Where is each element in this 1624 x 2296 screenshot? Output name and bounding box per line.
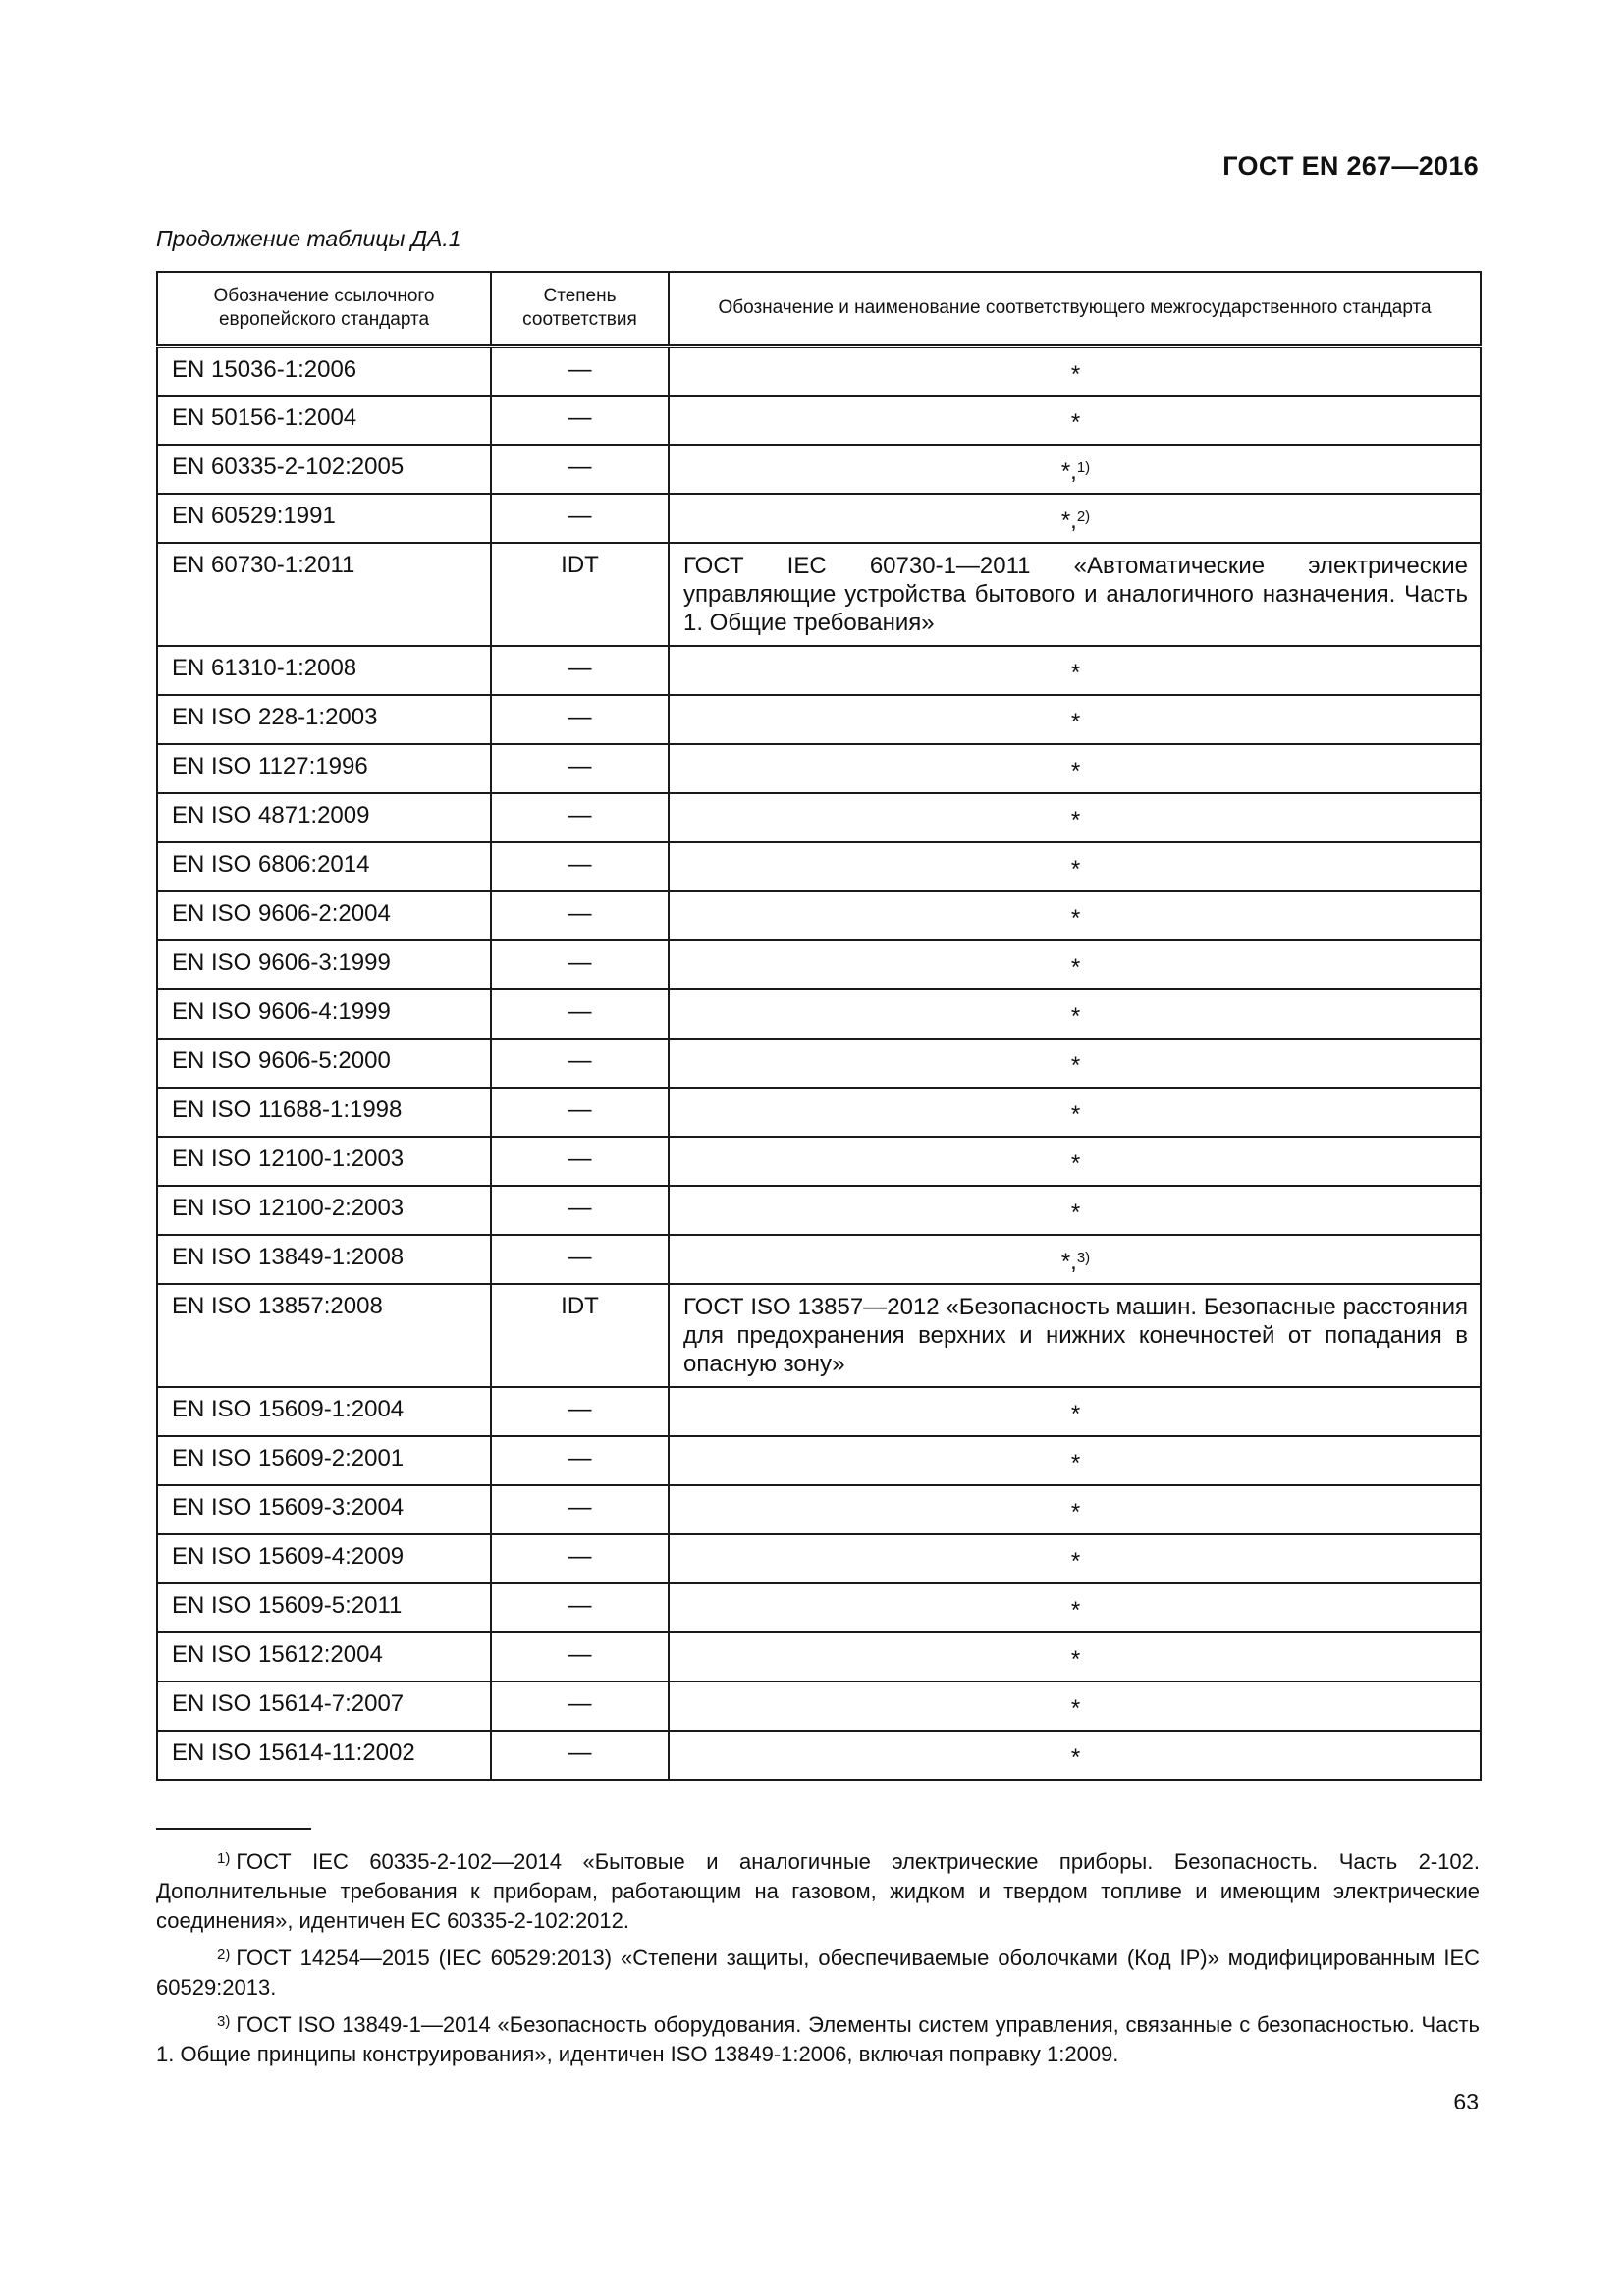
table-row: [157, 494, 1481, 543]
footnote-item: [156, 1944, 1480, 2002]
cell-standard: EN ISO 228-1:2003: [157, 695, 491, 744]
cell-standard: EN ISO 4871:2009: [157, 793, 491, 842]
reference-mark: *: [1070, 1743, 1081, 1771]
cell-degree: —: [491, 1088, 669, 1137]
cell-degree: —: [491, 1387, 669, 1436]
cell-reference: [669, 1039, 1481, 1088]
cell-reference: [669, 1632, 1481, 1682]
cell-reference: [669, 1186, 1481, 1235]
cell-standard: EN ISO 15614-7:2007: [157, 1682, 491, 1731]
table-row: [157, 744, 1481, 793]
table-row: [157, 1632, 1481, 1682]
table-row: [157, 347, 1481, 396]
cell-degree: —: [491, 1235, 669, 1284]
table-row: [157, 891, 1481, 940]
cell-standard: EN 60730-1:2011: [157, 543, 491, 646]
reference-mark: *: [1070, 659, 1081, 686]
cell-degree: —: [491, 646, 669, 695]
cell-reference: [669, 347, 1481, 396]
table-row: [157, 445, 1481, 494]
footnote-mark: 1): [217, 1850, 231, 1867]
table-caption: Продолжение таблицы ДА.1: [156, 226, 461, 251]
cell-degree: —: [491, 1731, 669, 1780]
cell-standard: EN 60529:1991: [157, 494, 491, 543]
table-row: [157, 1682, 1481, 1731]
cell-degree: —: [491, 989, 669, 1039]
cell-standard: EN 50156-1:2004: [157, 396, 491, 445]
cell-standard: EN ISO 6806:2014: [157, 842, 491, 891]
reference-mark: *,: [1060, 1248, 1077, 1275]
footnote-reference: 3): [1076, 1249, 1091, 1266]
cell-reference: [669, 1485, 1481, 1534]
table-body: [157, 347, 1481, 1780]
cell-degree: —: [491, 347, 669, 396]
footnote-text: ГОСТ ISO 13849-1—2014 «Безопасность оборудования. Элементы систем управления, связанные с безопасностью. Часть 1. Общие принципы конструирования», идентичен ISO 13849-1:2006, включая поправку 1:2009.: [156, 2012, 1480, 2066]
reference-mark: *: [1070, 1051, 1081, 1079]
footnotes: [156, 1828, 1480, 2077]
cell-standard: EN ISO 13849-1:2008: [157, 1235, 491, 1284]
reference-mark: *: [1070, 1100, 1081, 1128]
cell-degree: —: [491, 1632, 669, 1682]
cell-standard: EN ISO 9606-4:1999: [157, 989, 491, 1039]
reference-mark: *: [1070, 1498, 1081, 1525]
cell-reference: [669, 1534, 1481, 1583]
cell-standard: EN ISO 9606-2:2004: [157, 891, 491, 940]
cell-reference: [669, 793, 1481, 842]
table-row: [157, 793, 1481, 842]
reference-mark: *: [1070, 806, 1081, 833]
reference-mark: *: [1070, 855, 1081, 882]
cell-standard: EN ISO 15612:2004: [157, 1632, 491, 1682]
footnote-text: ГОСТ 14254—2015 (IEC 60529:2013) «Степени защиты, обеспечиваемые оболочками (Код IP)» модифицированным IEC 60529:2013.: [156, 1946, 1480, 2000]
page-number: 63: [1453, 2089, 1479, 2114]
cell-degree: —: [491, 1137, 669, 1186]
cell-reference: [669, 1583, 1481, 1632]
cell-standard: EN ISO 9606-3:1999: [157, 940, 491, 989]
cell-standard: EN ISO 15609-1:2004: [157, 1387, 491, 1436]
footnote-item: [156, 2010, 1480, 2069]
table-row: [157, 1485, 1481, 1534]
column-header-degree: Степень соответствия: [491, 272, 669, 347]
table-row: [157, 1186, 1481, 1235]
reference-mark: *: [1070, 1149, 1081, 1177]
table-row: [157, 1235, 1481, 1284]
cell-reference: [669, 494, 1481, 543]
table-row: [157, 396, 1481, 445]
cell-degree: —: [491, 1485, 669, 1534]
table-row: [157, 543, 1481, 646]
cell-standard: EN ISO 12100-1:2003: [157, 1137, 491, 1186]
cell-degree: —: [491, 695, 669, 744]
cell-standard: EN ISO 15609-4:2009: [157, 1534, 491, 1583]
cell-reference: [669, 842, 1481, 891]
cell-reference: [669, 1137, 1481, 1186]
reference-mark: *: [1070, 953, 1081, 981]
reference-mark: *: [1070, 1694, 1081, 1722]
cell-standard: EN 15036-1:2006: [157, 347, 491, 396]
cell-standard: EN ISO 12100-2:2003: [157, 1186, 491, 1235]
reference-mark: *: [1070, 1199, 1081, 1226]
table-row: [157, 1436, 1481, 1485]
correspondence-table: [156, 271, 1482, 1781]
cell-reference: [669, 940, 1481, 989]
cell-reference: [669, 646, 1481, 695]
cell-degree: —: [491, 1583, 669, 1632]
cell-degree: IDT: [491, 1284, 669, 1387]
reference-mark: *: [1070, 708, 1081, 735]
footnote-text: ГОСТ IEC 60335-2-102—2014 «Бытовые и аналогичные электрические приборы. Безопасность. Часть 2-102. Дополнительные требования к приборам, работающим на газовом, жидком и твердом топливе и имеющим электрические соединения», идентичен EC 60335-2-102:2012.: [156, 1849, 1480, 1933]
cell-reference: [669, 396, 1481, 445]
reference-mark: *,: [1060, 507, 1077, 534]
cell-degree: IDT: [491, 543, 669, 646]
cell-standard: EN ISO 13857:2008: [157, 1284, 491, 1387]
cell-degree: —: [491, 842, 669, 891]
footnote-reference: 2): [1076, 507, 1091, 525]
cell-standard: EN ISO 15609-5:2011: [157, 1583, 491, 1632]
reference-mark: *: [1070, 408, 1081, 436]
cell-standard: EN 60335-2-102:2005: [157, 445, 491, 494]
reference-mark: *,: [1060, 457, 1077, 485]
cell-reference: [669, 1387, 1481, 1436]
cell-degree: —: [491, 1186, 669, 1235]
reference-mark: *: [1070, 904, 1081, 932]
cell-degree: —: [491, 445, 669, 494]
table-row: [157, 646, 1481, 695]
cell-standard: EN ISO 15614-11:2002: [157, 1731, 491, 1780]
column-header-standard: Обозначение ссылочного европейского стандарта: [157, 272, 491, 347]
cell-reference: [669, 1235, 1481, 1284]
cell-reference: [669, 891, 1481, 940]
cell-degree: —: [491, 1682, 669, 1731]
cell-degree: —: [491, 793, 669, 842]
reference-mark: *: [1070, 361, 1081, 388]
footnote-separator: [156, 1828, 311, 1830]
table-header-row: [157, 272, 1481, 347]
reference-mark: *: [1070, 1400, 1081, 1427]
cell-reference: ГОСТ ISO 13857—2012 «Безопасность машин. Безопасные расстояния для предохранения верхних и нижних конечностей от попадания в опасную зону»: [669, 1284, 1481, 1387]
reference-mark: *: [1070, 1449, 1081, 1476]
cell-degree: —: [491, 891, 669, 940]
cell-reference: [669, 1088, 1481, 1137]
column-header-interstate-standard: Обозначение и наименование соответствующего межгосударственного стандарта: [669, 272, 1481, 347]
footnote-mark: 3): [217, 2013, 231, 2030]
cell-standard: EN ISO 15609-3:2004: [157, 1485, 491, 1534]
table-row: [157, 940, 1481, 989]
cell-degree: —: [491, 1039, 669, 1088]
cell-standard: EN ISO 11688-1:1998: [157, 1088, 491, 1137]
cell-standard: EN ISO 15609-2:2001: [157, 1436, 491, 1485]
cell-degree: —: [491, 1534, 669, 1583]
cell-degree: —: [491, 744, 669, 793]
cell-reference: [669, 445, 1481, 494]
table-row: [157, 1731, 1481, 1780]
table-row: [157, 695, 1481, 744]
table-row: [157, 1583, 1481, 1632]
table-row: [157, 1387, 1481, 1436]
table-row: [157, 842, 1481, 891]
cell-reference: [669, 989, 1481, 1039]
reference-mark: *: [1070, 1596, 1081, 1624]
cell-reference: [669, 1436, 1481, 1485]
table-row: [157, 1284, 1481, 1387]
reference-mark: *: [1070, 1547, 1081, 1575]
cell-reference: [669, 1682, 1481, 1731]
reference-mark: *: [1070, 1002, 1081, 1030]
reference-mark: *: [1070, 1645, 1081, 1673]
cell-reference: [669, 1731, 1481, 1780]
cell-standard: EN ISO 9606-5:2000: [157, 1039, 491, 1088]
table-row: [157, 1088, 1481, 1137]
cell-degree: —: [491, 940, 669, 989]
reference-mark: *: [1070, 757, 1081, 784]
cell-reference: [669, 744, 1481, 793]
table-row: [157, 1137, 1481, 1186]
cell-standard: EN ISO 1127:1996: [157, 744, 491, 793]
cell-standard: EN 61310-1:2008: [157, 646, 491, 695]
cell-reference: ГОСТ IEC 60730-1—2011 «Автоматические электрические управляющие устройства бытового и аналогичного назначения. Часть 1. Общие требования»: [669, 543, 1481, 646]
cell-degree: —: [491, 396, 669, 445]
cell-degree: —: [491, 494, 669, 543]
footnote-item: [156, 1847, 1480, 1936]
document-code: ГОСТ EN 267—2016: [1222, 151, 1479, 181]
table-row: [157, 1039, 1481, 1088]
footnote-mark: 2): [217, 1947, 231, 1963]
cell-reference: [669, 695, 1481, 744]
table-row: [157, 1534, 1481, 1583]
footnote-reference: 1): [1076, 458, 1091, 476]
table-row: [157, 989, 1481, 1039]
cell-degree: —: [491, 1436, 669, 1485]
